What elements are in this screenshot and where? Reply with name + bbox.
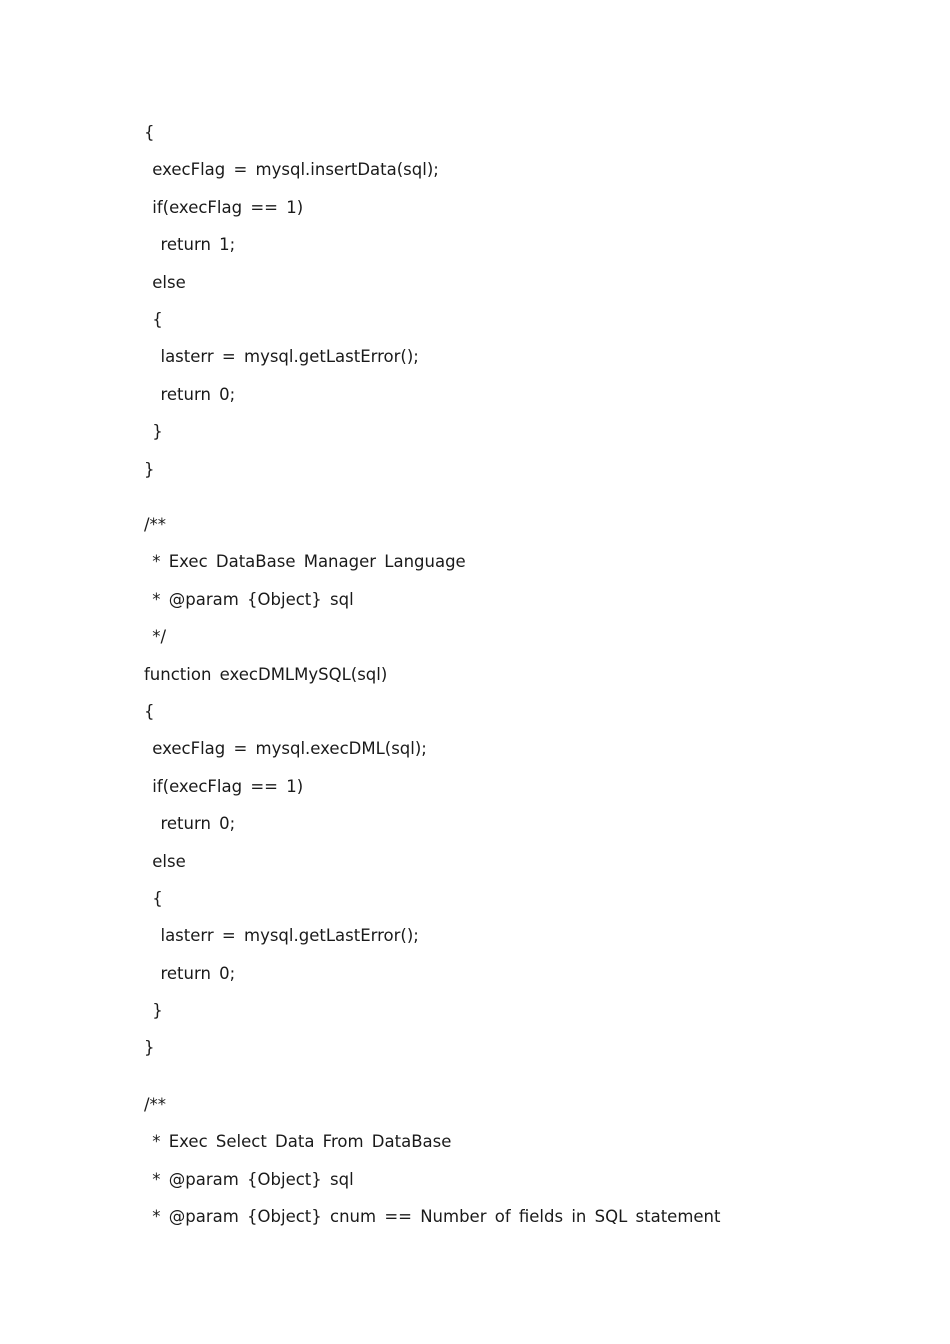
code-line: lasterr = mysql.getLastError(); — [144, 347, 419, 367]
code-line: * @param {Object} sql — [144, 1169, 354, 1189]
code-block-exec-dml — [144, 513, 466, 1074]
code-line: * Exec DataBase Manager Language — [144, 552, 466, 572]
code-line: return 1; — [144, 235, 236, 255]
code-line: * Exec Select Data From DataBase — [144, 1132, 452, 1152]
code-line: { — [144, 701, 155, 721]
code-line: return 0; — [144, 963, 236, 983]
code-line: lasterr = mysql.getLastError(); — [144, 926, 419, 946]
code-line: if(execFlag == 1) — [144, 776, 304, 796]
code-line: return 0; — [144, 814, 236, 834]
code-line: } — [144, 422, 163, 442]
code-line: else — [144, 851, 186, 871]
code-line: execFlag = mysql.insertData(sql); — [144, 160, 439, 180]
code-line: { — [144, 309, 163, 329]
code-line: * @param {Object} sql — [144, 589, 354, 609]
code-line: } — [144, 1038, 155, 1058]
code-line: /** — [144, 1095, 167, 1114]
code-block-insert-data — [144, 121, 439, 495]
code-line: */ — [144, 627, 167, 647]
code-line: { — [144, 888, 163, 908]
code-line: /** — [144, 515, 167, 534]
code-line: else — [144, 272, 186, 292]
code-line: } — [144, 1001, 163, 1021]
code-line: } — [144, 459, 155, 479]
code-line: return 0; — [144, 384, 236, 404]
code-line: if(execFlag == 1) — [144, 197, 304, 217]
code-line: function execDMLMySQL(sql) — [144, 664, 388, 684]
code-line: { — [144, 123, 155, 142]
code-line: * @param {Object} cnum == Number of fields in SQL statement — [144, 1207, 721, 1227]
code-block-select-data — [144, 1093, 720, 1243]
code-line: execFlag = mysql.execDML(sql); — [144, 739, 427, 759]
